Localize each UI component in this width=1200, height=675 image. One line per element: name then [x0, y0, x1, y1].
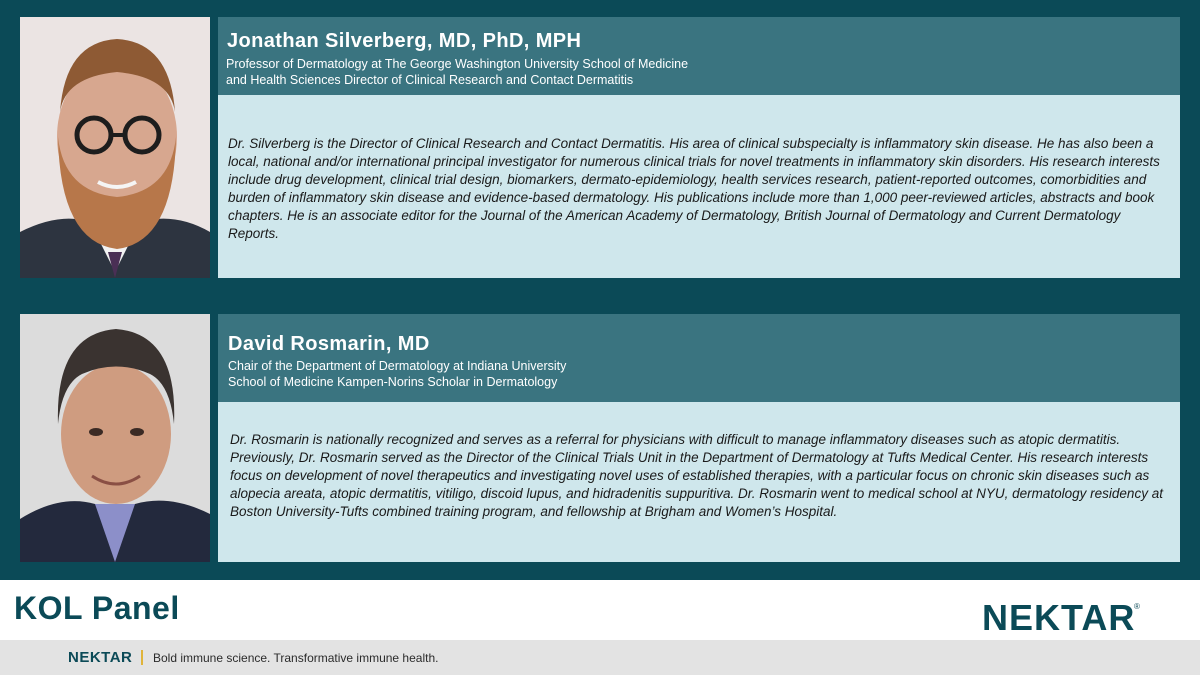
- footer-separator: [141, 650, 143, 665]
- panelist-2-title-line: Chair of the Department of Dermatology at Indiana University: [228, 359, 567, 373]
- registered-mark: ®: [1134, 602, 1140, 611]
- panelist-2-name: David Rosmarin, MD: [228, 333, 430, 355]
- panelist-1-titles: [226, 56, 688, 88]
- logo-wordmark: NEKTAR: [982, 597, 1136, 638]
- footer-bar: [0, 640, 1200, 675]
- panelist-1-title-line: Professor of Dermatology at The George Washington University School of Medicine: [226, 57, 689, 71]
- panelist-2-bio-panel: [218, 402, 1180, 562]
- portrait-rosmarin: [20, 314, 210, 562]
- panelist-2-titles: [228, 358, 566, 390]
- nektar-small-logo: NEKTAR: [68, 649, 133, 666]
- panelist-1-bio-panel: [218, 95, 1180, 278]
- portrait-silverberg: [20, 17, 210, 278]
- panelist-1-name: Jonathan Silverberg, MD, PhD, MPH: [227, 30, 582, 52]
- portrait-rosmarin-drawing: [20, 314, 210, 562]
- panelist-1-title-line: and Health Sciences Director of Clinical Research and Contact Dermatitis: [226, 73, 634, 87]
- portrait-silverberg-drawing: [20, 17, 210, 278]
- panelist-1-header: [218, 17, 1180, 95]
- panelist-2-bio: Dr. Rosmarin is nationally recognized and serves as a referral for physicians with difficult to manage inflammatory diseases such as atopic dermatitis. Previously, Dr. Rosmarin served as the Director of the Clinical Trials Unit in the Department of Dermatology at Tufts Medical Center. His research interests focus on development of novel therapeutics and investigating novel uses of established therapies, with a particular focus on chronic skin diseases such as alopecia areata, atopic dermatitis, vitiligo, discoid lupus, and hidradenitis suppuritiva. Dr. Rosmarin went to medical school at NYU, dermatology residency at Boston University-Tufts combined training program, and fellowship at Brigham and Women’s Hospital.: [230, 432, 1163, 519]
- panelist-2-title-line: School of Medicine Kampen-Norins Scholar in Dermatology: [228, 375, 558, 389]
- panelist-1-bio: Dr. Silverberg is the Director of Clinical Research and Contact Dermatitis. His area of clinical subspecialty is inflammatory skin disease. He has also been a local, national and/or international principal investigator for numerous clinical trials for novel treatments in inflammatory skin disorders. His research interests include drug development, clinical trial design, biomarkers, dermato-epidemiology, health services research, patient-reported outcomes, comorbidities and burden of inflammatory skin disease and evidence-based dermatology. His publications include more than 1,000 peer-reviewed articles, abstracts and book chapters. He is an associate editor for the Journal of the American Academy of Dermatology, British Journal of Dermatology and Current Dermatology Reports.: [228, 136, 1160, 241]
- page-title: KOL Panel: [14, 590, 180, 626]
- panelist-2-header: [218, 314, 1180, 402]
- tagline: Bold immune science. Transformative immune health.: [153, 651, 439, 665]
